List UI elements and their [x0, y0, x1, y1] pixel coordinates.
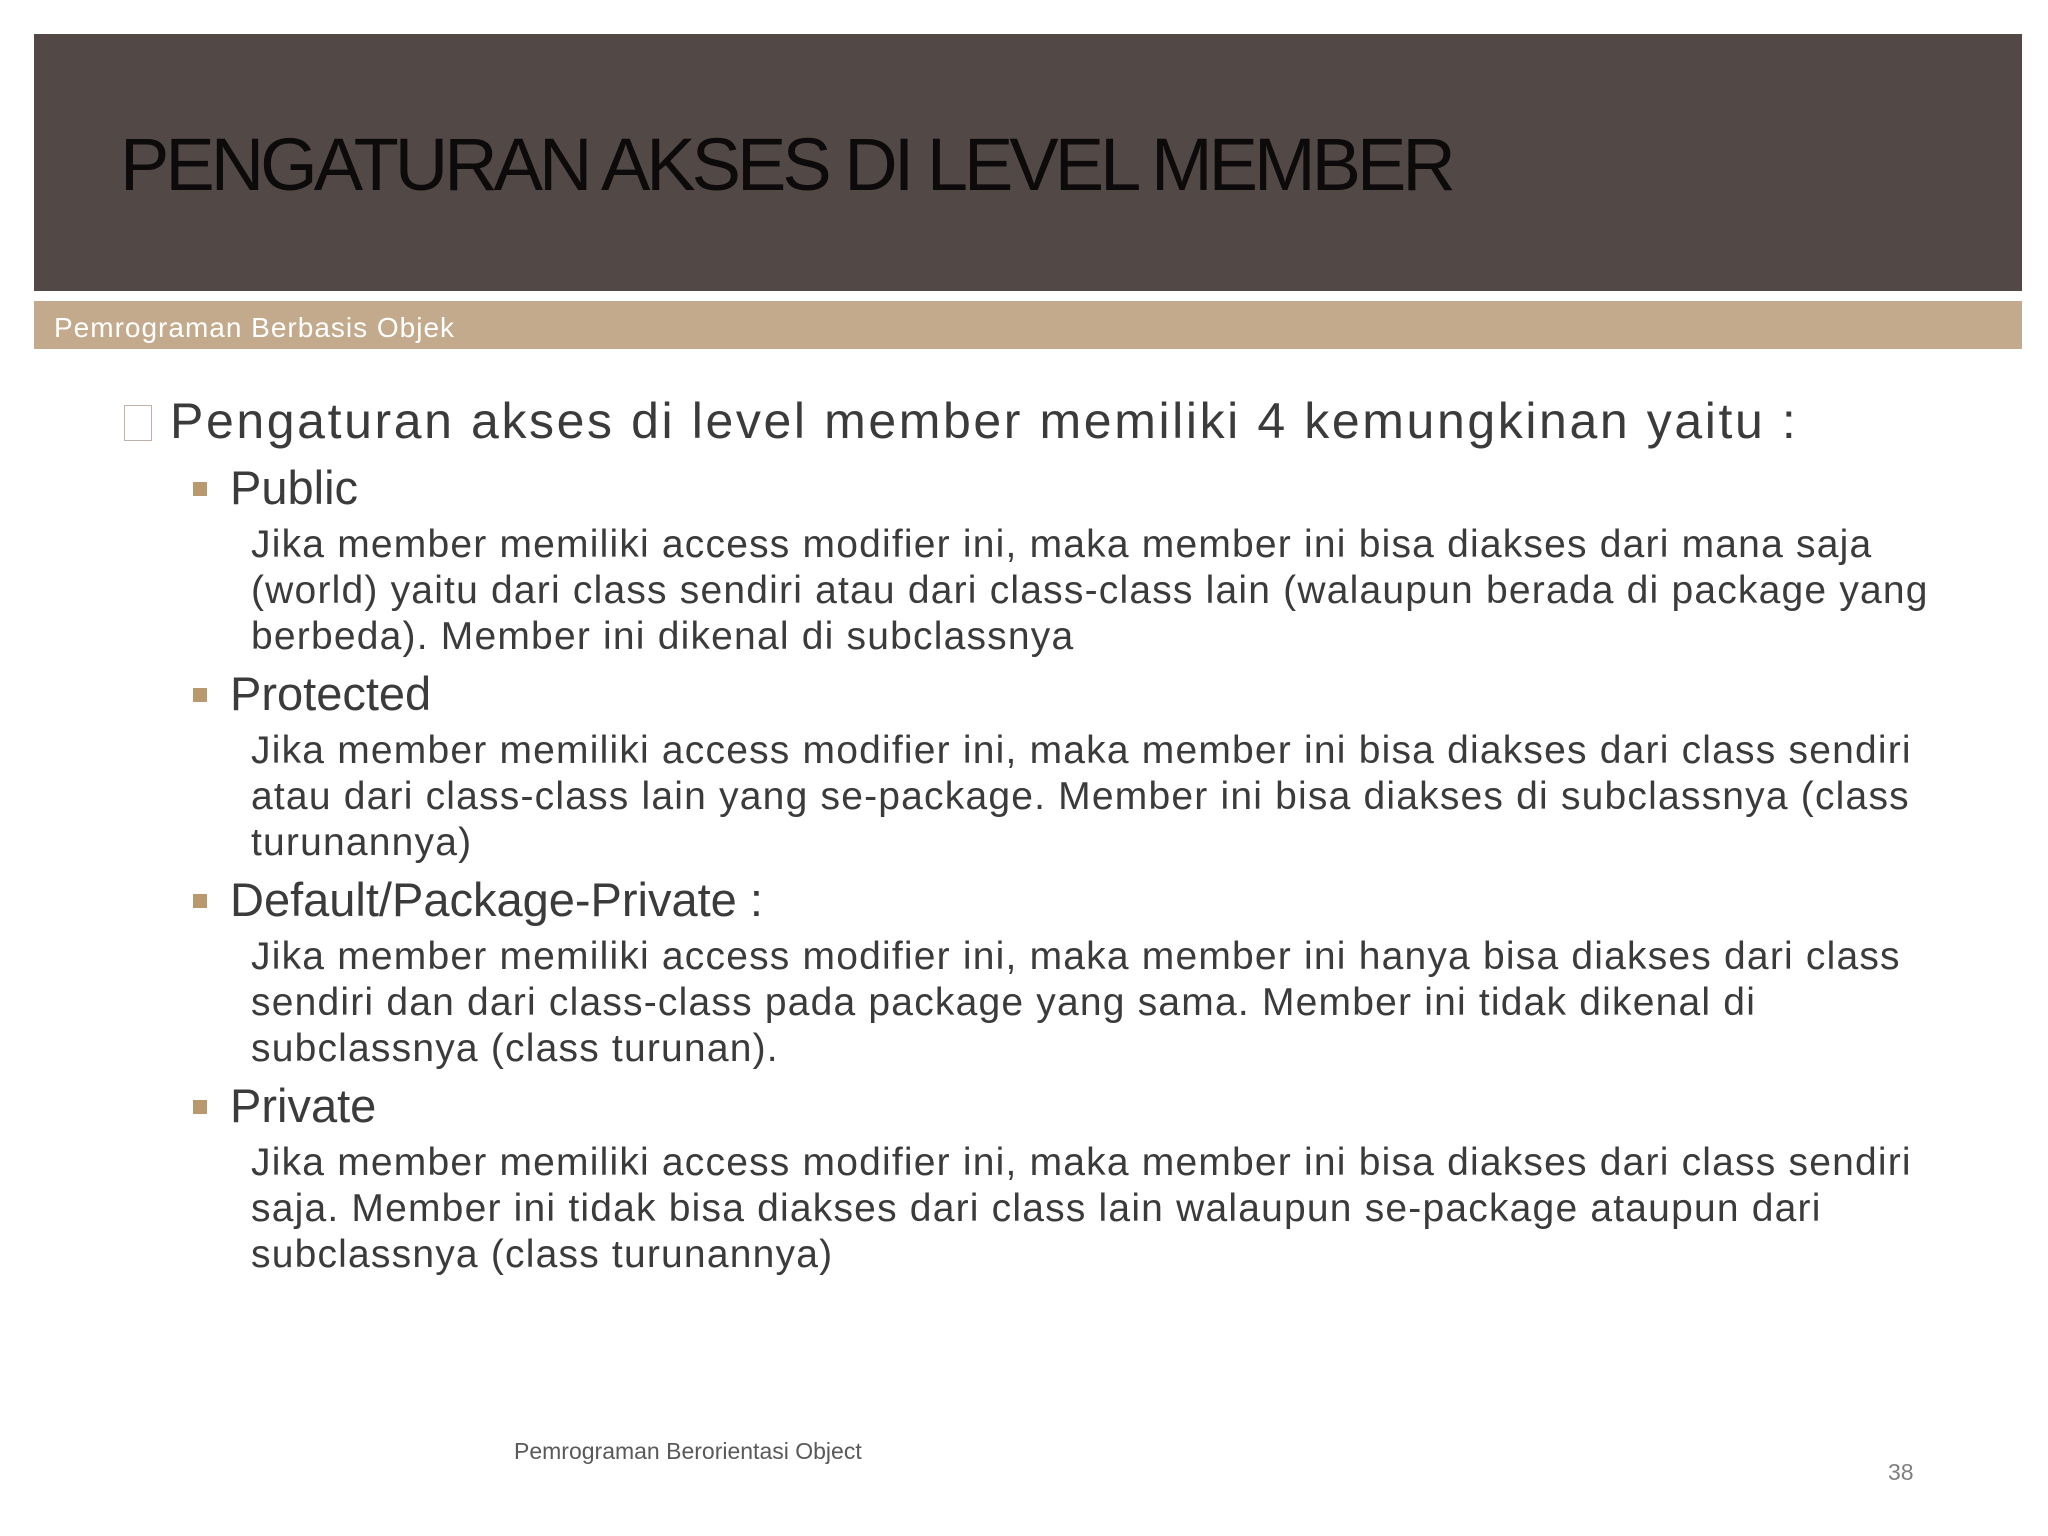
item-heading — [120, 870, 1950, 930]
item-heading — [120, 1076, 1950, 1136]
item-description: Jika member memiliki access modifier ini, maka member ini hanya bisa diakses dari class sendiri dan dari class-class pada package yang sama. Member ini tidak dikenal di subclassnya (class turunan). — [251, 935, 1901, 1070]
item-label: Public — [230, 461, 359, 514]
box-bullet-icon — [124, 405, 152, 441]
item-label: Protected — [230, 667, 432, 720]
slide-title: PENGATURAN AKSES DI LEVEL MEMBER — [120, 123, 1452, 206]
slide-content — [120, 390, 1950, 1282]
item-description: Jika member memiliki access modifier ini, maka member ini bisa diakses dari class sendiri saja. Member ini tidak bisa diakses dari class lain walaupun se-package ataupun dari subclassnya (class turunannya) — [251, 1141, 1912, 1276]
item-heading — [120, 458, 1950, 518]
list-item-protected — [120, 664, 1950, 866]
slide-subtitle: Pemrograman Berbasis Objek — [54, 312, 456, 343]
lead-paragraph — [120, 390, 1950, 452]
page-number: 38 — [1888, 1459, 1914, 1485]
list-item-default — [120, 870, 1950, 1072]
item-label: Private — [230, 1079, 377, 1132]
item-description: Jika member memiliki access modifier ini, maka member ini bisa diakses dari class sendiri atau dari class-class lain yang se-package. Member ini bisa diakses di subclassnya (class turunannya) — [251, 729, 1912, 864]
list-item-public — [120, 458, 1950, 660]
item-label: Default/Package-Private : — [230, 873, 763, 926]
lead-text: Pengaturan akses di level member memiliki 4 kemungkinan yaitu : — [170, 393, 1799, 449]
slide-footer: Pemrograman Berorientasi Object — [514, 1438, 862, 1464]
square-bullet-icon — [193, 1100, 207, 1114]
square-bullet-icon — [193, 894, 207, 908]
item-description: Jika member memiliki access modifier ini, maka member ini bisa diakses dari mana saja (world) yaitu dari class sendiri atau dari class-class lain (walaupun berada di package yang berbeda). Member ini dikenal di subclassnya — [251, 523, 1929, 658]
square-bullet-icon — [193, 688, 207, 702]
square-bullet-icon — [193, 482, 207, 496]
list-item-private — [120, 1076, 1950, 1278]
item-heading — [120, 664, 1950, 724]
